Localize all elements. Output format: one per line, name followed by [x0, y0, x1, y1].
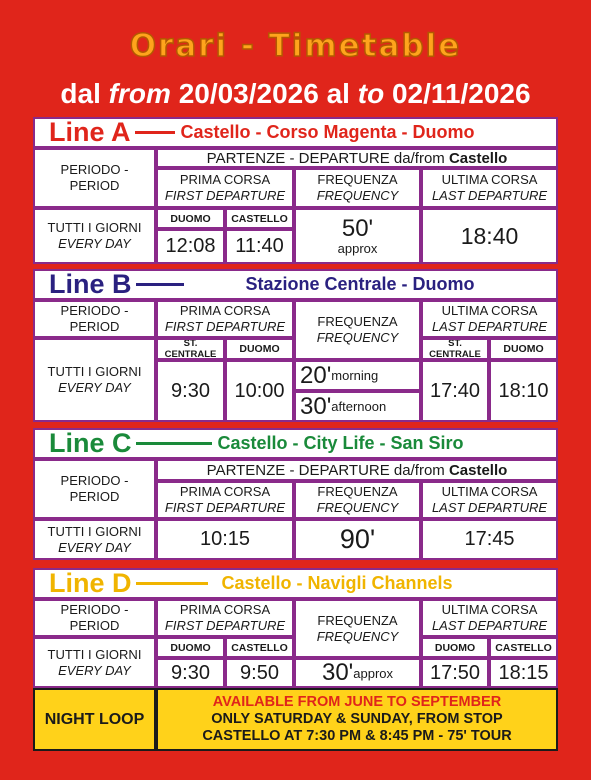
line-b-frequency-header: FREQUENZA FREQUENCY — [294, 300, 421, 360]
page-title: Orari - Timetable — [129, 28, 462, 64]
line-c-table — [33, 428, 558, 560]
line-a-frequency-header: FREQUENZA FREQUENCY — [294, 168, 421, 208]
from-label: from — [108, 78, 171, 109]
line-d-period-label: PERIODO - PERIOD — [33, 599, 156, 637]
night-loop-table — [33, 688, 558, 751]
line-b-color-bar — [136, 283, 184, 286]
line-d-first-header: PRIMA CORSA FIRST DEPARTURE — [156, 599, 294, 637]
line-d-route: Castello - Navigli Channels — [221, 573, 453, 593]
line-b-name: Line B — [49, 269, 132, 299]
line-a-route: Castello - Corso Magenta - Duomo — [180, 122, 475, 142]
al-label: al — [326, 78, 350, 109]
date-from: 20/03/2026 — [178, 78, 319, 109]
line-a-first-time-1: 12:08 — [156, 229, 225, 264]
line-d-header — [33, 568, 558, 599]
line-b-stop-2: DUOMO — [225, 338, 294, 360]
line-a-last-time: 18:40 — [421, 208, 558, 264]
line-c-header — [33, 428, 558, 459]
line-b-last-time-2: 18:10 — [489, 360, 558, 422]
line-d-stop-1: DUOMO — [156, 637, 225, 658]
line-b-table — [33, 269, 558, 422]
line-a-stop-2: CASTELLO — [225, 208, 294, 229]
line-d-first-time-2: 9:50 — [225, 658, 294, 688]
line-c-first-time: 10:15 — [156, 519, 294, 560]
line-b-frequency-morning: 20' morning — [294, 360, 421, 391]
dal-label: dal — [60, 78, 101, 109]
night-loop-days: ONLY SATURDAY & SUNDAY, FROM STOP — [211, 711, 503, 727]
line-b-first-time-2: 10:00 — [225, 360, 294, 422]
line-b-last-header: ULTIMA CORSA LAST DEPARTURE — [421, 300, 558, 338]
night-loop-label: NIGHT LOOP — [33, 688, 156, 751]
line-b-period-label: PERIODO - PERIOD — [33, 300, 156, 338]
line-d-frequency-header: FREQUENZA FREQUENCY — [294, 599, 421, 658]
night-loop-info — [156, 688, 558, 751]
line-b-header — [33, 269, 558, 300]
line-d-days: TUTTI I GIORNI EVERY DAY — [33, 637, 156, 688]
line-b-route: Stazione Centrale - Duomo — [245, 274, 475, 294]
line-d-first-time-1: 9:30 — [156, 658, 225, 688]
line-b-stop-1: ST. CENTRALE — [156, 338, 225, 360]
line-c-first-header: PRIMA CORSA FIRST DEPARTURE — [156, 481, 294, 519]
line-d-frequency: 30' approx — [294, 658, 421, 688]
line-d-last-stop-1: DUOMO — [421, 637, 489, 658]
line-d-name: Line D — [49, 568, 132, 598]
line-d-last-time-2: 18:15 — [489, 658, 558, 688]
line-a-color-bar — [135, 131, 175, 134]
line-a-header — [33, 117, 558, 148]
line-c-name: Line C — [49, 428, 132, 458]
date-to: 02/11/2026 — [391, 78, 531, 109]
line-d-stop-2: CASTELLO — [225, 637, 294, 658]
line-c-route: Castello - City Life - San Siro — [217, 433, 464, 453]
line-b-days: TUTTI I GIORNI EVERY DAY — [33, 338, 156, 422]
line-a-name: Line A — [49, 117, 131, 147]
line-b-first-time-1: 9:30 — [156, 360, 225, 422]
line-c-period-label: PERIODO - PERIOD — [33, 459, 156, 519]
line-a-table — [33, 117, 558, 264]
line-b-frequency-afternoon: 30' afternoon — [294, 391, 421, 422]
line-a-stop-1: DUOMO — [156, 208, 225, 229]
validity-dates — [0, 78, 591, 110]
night-loop-times: CASTELLO AT 7:30 PM & 8:45 PM - 75' TOUR — [202, 728, 512, 744]
line-a-days: TUTTI I GIORNI EVERY DAY — [33, 208, 156, 264]
line-b-first-header: PRIMA CORSA FIRST DEPARTURE — [156, 300, 294, 338]
line-c-frequency: 90' — [294, 519, 421, 560]
line-c-color-bar — [136, 442, 212, 445]
line-b-last-stop-1: ST. CENTRALE — [421, 338, 489, 360]
line-d-last-time-1: 17:50 — [421, 658, 489, 688]
line-c-last-header: ULTIMA CORSA LAST DEPARTURE — [421, 481, 558, 519]
line-c-frequency-header: FREQUENZA FREQUENCY — [294, 481, 421, 519]
line-a-first-time-2: 11:40 — [225, 229, 294, 264]
line-c-last-time: 17:45 — [421, 519, 558, 560]
line-d-last-stop-2: CASTELLO — [489, 637, 558, 658]
night-loop-availability: AVAILABLE FROM JUNE TO SEPTEMBER — [212, 694, 502, 710]
line-a-first-header: PRIMA CORSA FIRST DEPARTURE — [156, 168, 294, 208]
line-d-last-header: ULTIMA CORSA LAST DEPARTURE — [421, 599, 558, 637]
line-d-color-bar — [136, 582, 208, 585]
line-c-departure-header: PARTENZE - DEPARTURE da/from Castello — [156, 459, 558, 481]
line-c-days: TUTTI I GIORNI EVERY DAY — [33, 519, 156, 560]
to-label: to — [357, 78, 385, 109]
line-a-departure-header: PARTENZE - DEPARTURE da/from Castello — [156, 148, 558, 168]
line-b-last-time-1: 17:40 — [421, 360, 489, 422]
line-b-last-stop-2: DUOMO — [489, 338, 558, 360]
line-a-period-label: PERIODO - PERIOD — [33, 148, 156, 208]
line-d-table — [33, 568, 558, 688]
line-a-last-header: ULTIMA CORSA LAST DEPARTURE — [421, 168, 558, 208]
line-a-frequency: 50' approx — [294, 208, 421, 264]
